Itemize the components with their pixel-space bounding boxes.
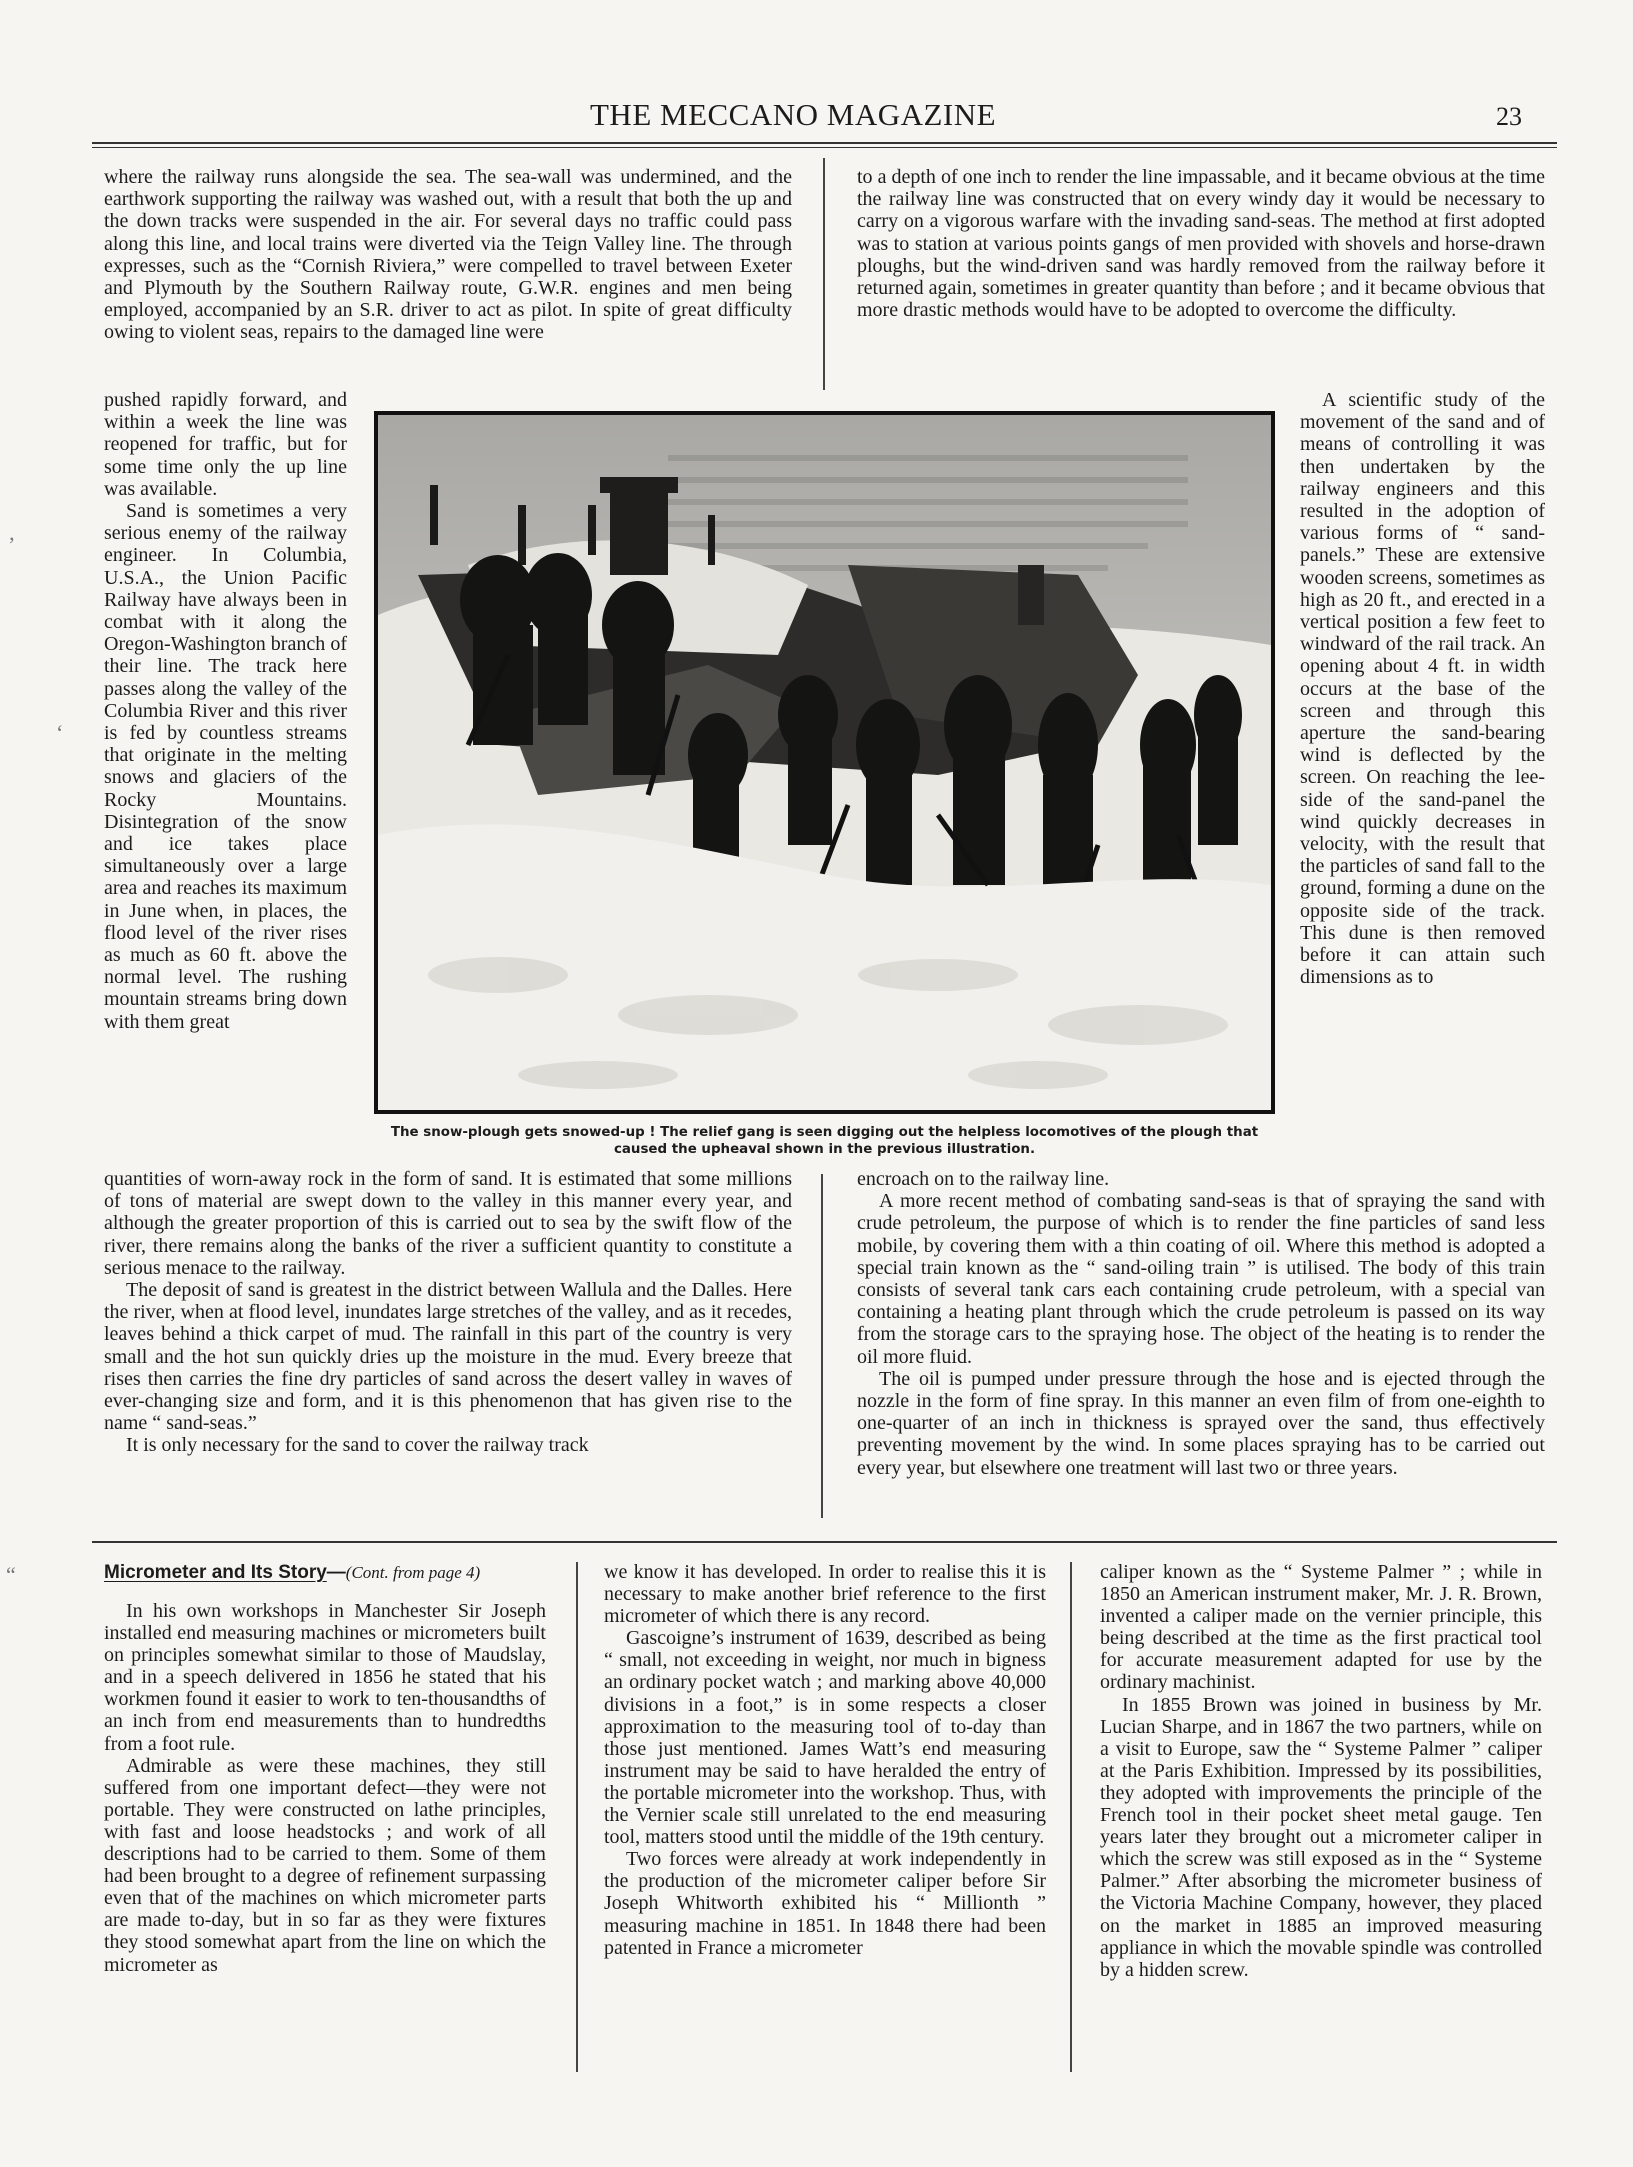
column-divider [1070, 1562, 1072, 2072]
paragraph: A scientific study of the movement of the sand and of means of controlling it was then undertaken by the railway engineers and this resulted in the adoption of various forms of “ sand-panels.” These are extensive wooden screens, sometimes as high as 20 ft., and erected in a vertical position a few feet to windward of the rail track. An opening about 4 ft. in width occurs at the base of the screen and through this aperture the sand-bearing wind is deflected by the screen. On reaching the lee-side of the sand-panel the wind quickly decreases in velocity, with the result that the particles of sand fall to the ground, forming a dune on the opposite side of the track. This dune is then removed before it can attain such dimensions as to [1300, 389, 1545, 989]
section-title: Micrometer and Its Story [104, 1562, 327, 1583]
article-column-lower-right [857, 1168, 1545, 1526]
article-column-top-left [104, 166, 792, 388]
paragraph: pushed rapidly forward, and within a week the line was reopened for traffic, but for some time only the up line was available. [104, 389, 347, 500]
paragraph: Two forces were already at work independently in the production of the micrometer caliper before Sir Joseph Whitworth exhibited his “ Millionth ” measuring machine in 1851. In 1848 there had been patented in France a micrometer [604, 1848, 1046, 1959]
micrometer-column-2 [604, 1561, 1046, 2081]
section-rule [92, 1541, 1557, 1543]
article-column-narrow-right [1300, 389, 1545, 1167]
paragraph: In 1855 Brown was joined in business by Mr. Lucian Sharpe, and in 1867 the two partners, while on a visit to Europe, saw the “ Systeme Palmer ” caliper at the Paris Exhibition. Impressed by its possibilities, they adopted with improvements the principle of the French tool in their pocket sheet metal gauge. Ten years later they brought out a micrometer caliper in which the screw was still exposed as in the “ Systeme Palmer.” After absorbing the micrometer business of the Victoria Machine Company, however, they placed on the market in 1885 an improved measuring appliance in which the movable spindle was controlled by a hidden screw. [1100, 1693, 1542, 1981]
photo-illustration [378, 415, 1271, 1110]
margin-mark: ’ [8, 532, 16, 557]
paragraph: It is only necessary for the sand to cover the railway track [126, 1434, 589, 1457]
page-number: 23 [1496, 102, 1522, 131]
heading-dash: — [326, 1562, 346, 1583]
paragraph: to a depth of one inch to render the line impassable, and it became obvious at the time the railway line was constructed that on every windy day it would be necessary to carry on a vigorous warfare with the invading sand-seas. The method at first adopted was to station at various points gangs of men provided with shovels and horse-drawn ploughs, but the wind-driven sand was hardly removed from the railway before it returned again, sometimes in greater quantity than before ; and it became obvious that more drastic methods would have to be adopted to overcome the difficulty. [857, 166, 1545, 322]
paragraph: encroach on to the railway line. [857, 1168, 1110, 1190]
column-divider [821, 1174, 823, 1518]
paragraph: Sand is sometimes a very serious enemy of the railway engineer. In Columbia, U.S.A., the Union Pacific Railway have always been in combat with it along the Oregon-Washington branch of their line. The track here passes along the valley of the Columbia River and this river is fed by countless streams that originate in the melting snows and glaciers of the Rocky Mountains. Disintegration of the snow and ice takes place simultaneously over a large area and reaches its maximum in June when, in places, the flood level of the river rises as much as 60 ft. above the normal level. The rushing mountain streams bring down with them great [104, 500, 347, 1033]
micrometer-column-1 [104, 1600, 546, 2080]
margin-mark: “ [6, 1562, 16, 1587]
paragraph: Admirable as were these machines, they still suffered from one important defect—they were not portable. They were constructed on lathe principles, with fast and loose headstocks ; and work of all descriptions had to be carried to them. Some of them had been brought to a degree of refinement surpassing even that of the machines on which micrometer parts are made to-day, but in so far as they were fixtures they stood somewhat apart from the line on which the micrometer as [104, 1754, 546, 1976]
continuation-note: (Cont. from page 4) [345, 1563, 481, 1582]
micrometer-column-3 [1100, 1561, 1542, 2081]
paragraph: The oil is pumped under pressure through the hose and is ejected through the nozzle in the form of fine spray. In this manner an even film of from one-eighth to one-quarter of an inch in thickness is sprayed over the sand, thus effectively preventing movement by the wind. In some places spraying has to be carried out every year, but elsewhere one treatment will last two or three years. [857, 1367, 1545, 1479]
paragraph: quantities of worn-away rock in the form of sand. It is estimated that some millions of tons of material are swept down to the valley in this manner every year, and although the greater proportion of this is carried out to sea by the swift flow of the river, there remains along the banks of the river a sufficient quantity to constitute a serious menace to the railway. [104, 1168, 792, 1279]
article-column-narrow-left [104, 389, 347, 1167]
section-heading [104, 1561, 480, 1585]
paragraph: The deposit of sand is greatest in the district between Wallula and the Dalles. Here the river, when at flood level, inundates large stretches of the valley, and as it recedes, leaves behind a thick carpet of mud. The rainfall in this part of the country is very small and the hot sun quickly dries up the moisture in the mud. Every breeze that rises then carries the fine dry particles of sand across the desert valley in waves of ever-changing size and form, and it is this phenomenon that has given rise to the name “ sand-seas.” [104, 1279, 792, 1435]
running-title: THE MECCANO MAGAZINE [590, 97, 997, 132]
paragraph: In his own workshops in Manchester Sir Joseph installed end measuring machines or micrometers built on principles somewhat similar to those of Maudslay, and in a speech delivered in 1856 he stated that his workmen found it easier to work to ten-thousandths of an inch from end measurements than to hundredths from a foot rule. [104, 1600, 546, 1755]
paragraph: where the railway runs alongside the sea. The sea-wall was undermined, and the earthwork supporting the railway was washed out, with a result that both the up and the down tracks were suspended in the air. For several days no traffic could pass along this line, and local trains were diverted via the Teign Valley line. The through expresses, such as the “Cornish Riviera,” were compelled to travel between Exeter and Plymouth by the Southern Railway route, G.W.R. engines and men being employed, accompanied by an S.R. driver to act as pilot. In spite of great difficulty owing to violent seas, repairs to the damaged line were [104, 166, 792, 344]
snow-plough-photograph [374, 411, 1275, 1114]
column-divider [576, 1562, 578, 2072]
paragraph: Gascoigne’s instrument of 1639, described as being “ small, not exceeding in weight, nor much in bigness an ordinary pocket watch ; and marking above 40,000 divisions in a foot,” is in some respects a closer approximation to the measuring tool of to-day than those just mentioned. James Watt’s end measuring instrument may be said to have heralded the entry of the portable micrometer into the workshop. Thus, with the Vernier scale still unrelated to the end measuring tool, matters stood until the middle of the 19th century. [604, 1627, 1046, 1849]
paragraph: A more recent method of combating sand-seas is that of spraying the sand with crude petroleum, the purpose of which is to render the fine particles of sand less mobile, by covering them with a thin coating of oil. Where this method is adopted a special train known as the “ sand-oiling train ” is utilised. The body of this train consists of several tank cars each containing crude petroleum, with a special van containing a heating plant through which the crude petroleum is passed on its way from the storage cars to the spraying hose. The object of the heating is to render the oil more fluid. [857, 1190, 1545, 1368]
article-column-lower-left [104, 1168, 792, 1526]
paragraph: we know it has developed. In order to realise this it is necessary to make another brief reference to the first micrometer of which there is any record. [604, 1561, 1046, 1628]
paragraph: caliper known as the “ Systeme Palmer ” ; while in 1850 an American instrument maker, Mr. J. R. Brown, invented a caliper made on the vernier principle, this being described at the time as the first practical tool for accurate measurement adapted for use by the ordinary machinist. [1100, 1561, 1542, 1694]
margin-mark: ‘ [56, 720, 64, 745]
article-column-top-right [857, 166, 1545, 388]
column-divider [823, 158, 825, 390]
photo-caption: The snow-plough gets snowed-up ! The relief gang is seen digging out the helpless locomotives of the plough that caused the upheaval shown in the previous illustration. [390, 1125, 1259, 1157]
header-rule [92, 142, 1557, 148]
